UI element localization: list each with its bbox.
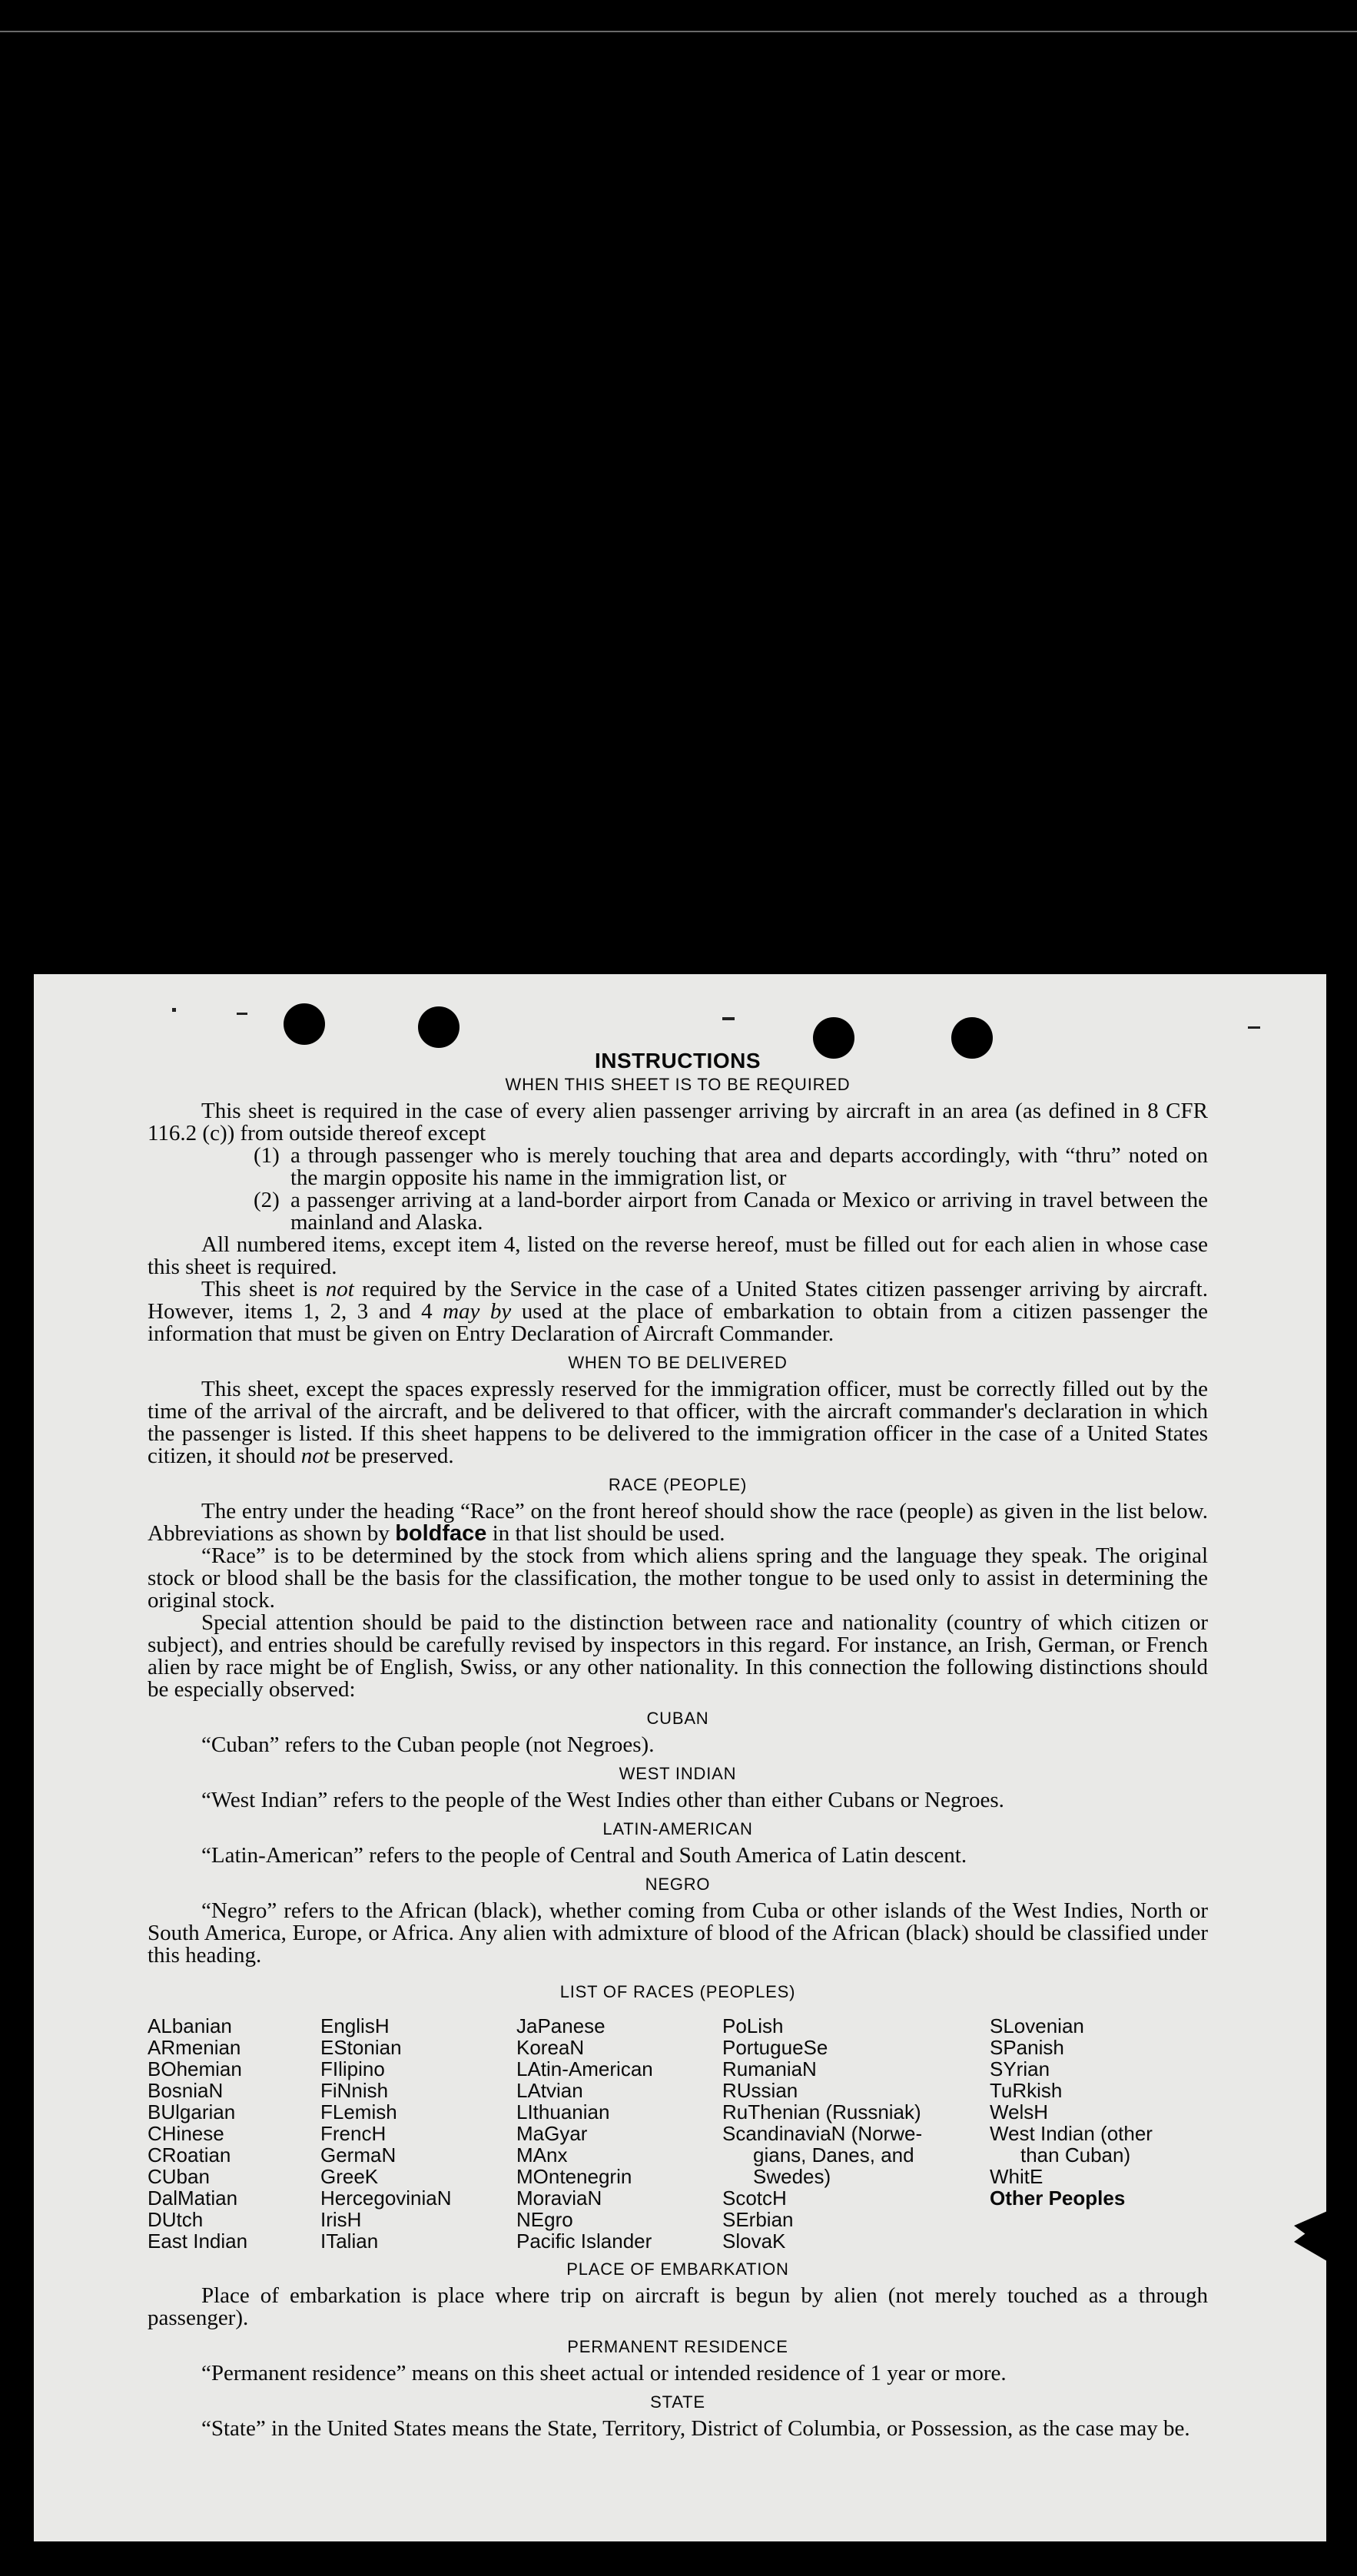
item-number: (2) <box>254 1188 280 1212</box>
paragraph: “State” in the United States means the State, Territory, District of Columbia, or Possession, as the case may be. <box>201 2416 1190 2441</box>
race-entry: IrisH <box>320 2208 362 2231</box>
heading-when-required: WHEN THIS SHEET IS TO BE REQUIRED <box>505 1075 851 1094</box>
punch-hole <box>284 1003 325 1045</box>
races-column <box>990 2015 1208 2252</box>
paragraph: “West Indian” refers to the people of the West Indies other than either Cubans or Negroes. <box>201 1788 1004 1812</box>
scan-top-border <box>0 31 1357 32</box>
heading-when-delivered: WHEN TO BE DELIVERED <box>568 1353 788 1372</box>
races-column <box>148 2015 320 2252</box>
list-item <box>254 1189 1208 1234</box>
race-entry: EStonian <box>320 2036 402 2059</box>
race-entry: Swedes) <box>753 2165 831 2188</box>
heading-negro: NEGRO <box>645 1875 711 1894</box>
race-entry: DUtch <box>148 2208 204 2231</box>
race-entry: FLemish <box>320 2100 397 2123</box>
scan-speck <box>172 1008 176 1012</box>
race-entry: CHinese <box>148 2122 224 2145</box>
race-entry: BUlgarian <box>148 2100 236 2123</box>
heading-latin-american: LATIN-AMERICAN <box>602 1819 753 1838</box>
race-entry: LIthuanian <box>516 2100 610 2123</box>
race-entry: SlovaK <box>722 2230 786 2253</box>
races-column <box>722 2015 990 2252</box>
races-list <box>148 2015 1208 2252</box>
heading-west-indian: WEST INDIAN <box>619 1764 737 1783</box>
text-run: required by the Service in the case of a United States citizen passenger arriving by aircraft. However, items 1, 2, 3 and 4 <box>148 1277 1208 1324</box>
boldface-word: boldface <box>395 1521 487 1546</box>
text-run: This sheet, except the spaces expressly reserved for the immigration officer, must be correctly filled out by the time of the arrival of the aircraft, and be delivered to that officer, with the aircraft commander's declaration in which the passenger is listed. If this sheet happens to be delivered to the immigration officer in the case of a United States citizen, it should <box>148 1377 1208 1468</box>
race-entry: PortugueSe <box>722 2036 828 2059</box>
paragraph <box>148 1500 1208 1545</box>
race-entry: ALbanian <box>148 2014 232 2037</box>
paragraph <box>148 1278 1208 1345</box>
race-entry: than Cuban) <box>1020 2143 1131 2167</box>
race-entry: LAtin-American <box>516 2057 653 2080</box>
race-entry: GermaN <box>320 2143 396 2167</box>
race-entry: Pacific Islander <box>516 2230 652 2253</box>
race-entry: Other Peoples <box>990 2186 1126 2210</box>
heading-place-of-embarkation: PLACE OF EMBARKATION <box>566 2259 789 2279</box>
heading-state: STATE <box>650 2392 705 2412</box>
race-entry: ARmenian <box>148 2036 241 2059</box>
heading-cuban: CUBAN <box>646 1709 709 1728</box>
text-run: in that list should be used. <box>486 1521 725 1546</box>
paragraph: “Race” is to be determined by the stock from which aliens spring and the language they speak. The original stock or blood shall be the basis for the classification, the mother tongue to be used only to assist in determining the original stock. <box>148 1543 1208 1613</box>
race-entry: BosniaN <box>148 2079 224 2102</box>
race-entry: HercegoviniaN <box>320 2186 452 2210</box>
instructions-body <box>148 1049 1208 2440</box>
race-entry: WelsH <box>990 2100 1049 2123</box>
paragraph: “Cuban” refers to the Cuban people (not Negroes). <box>201 1732 655 1757</box>
heading-list-of-races: LIST OF RACES (PEOPLES) <box>559 1982 796 2001</box>
race-entry: TuRkish <box>990 2079 1063 2102</box>
race-entry: SPanish <box>990 2036 1064 2059</box>
heading-permanent-residence: PERMANENT RESIDENCE <box>567 2337 788 2356</box>
race-entry: CRoatian <box>148 2143 231 2167</box>
race-entry: SLovenian <box>990 2014 1084 2037</box>
punch-hole <box>418 1006 460 1048</box>
race-entry: FIlipino <box>320 2057 385 2080</box>
race-entry: PoLish <box>722 2014 784 2037</box>
race-entry: FrencH <box>320 2122 387 2145</box>
heading-race: RACE (PEOPLE) <box>608 1475 748 1494</box>
race-entry: LAtvian <box>516 2079 583 2102</box>
race-entry: MAnx <box>516 2143 568 2167</box>
item-text: a passenger arriving at a land-border airport from Canada or Mexico or arriving in travel between the mainland and Alaska. <box>290 1188 1208 1235</box>
race-entry: East Indian <box>148 2230 248 2253</box>
races-column <box>320 2015 516 2252</box>
page-title: INSTRUCTIONS <box>595 1049 761 1073</box>
race-entry: JaPanese <box>516 2014 606 2037</box>
scan-speck <box>237 1013 247 1015</box>
torn-edge <box>1294 2210 1331 2263</box>
races-column <box>516 2015 722 2252</box>
instruction-sheet <box>34 974 1326 2541</box>
race-entry: RuThenian (Russniak) <box>722 2100 921 2123</box>
emphasis: may by <box>443 1299 512 1324</box>
item-text: a through passenger who is merely touching that area and departs accordingly, with “thru” noted on the margin opposite his name in the immigration list, or <box>290 1143 1208 1190</box>
paragraph: “Negro” refers to the African (black), whether coming from Cuba or other islands of the West Indies, North or South America, Europe, or Africa. Any alien with admixture of blood of the African (black) should be classified under this heading. <box>148 1898 1208 1968</box>
race-entry: CUban <box>148 2165 210 2188</box>
race-entry: KoreaN <box>516 2036 585 2059</box>
paragraph: All numbered items, except item 4, listed on the reverse hereof, must be filled out for each alien in whose case this sheet is required. <box>148 1232 1208 1279</box>
text-run: This sheet is <box>201 1277 326 1301</box>
race-entry: West Indian (other <box>990 2122 1153 2145</box>
race-entry: MaGyar <box>516 2122 588 2145</box>
race-entry: WhitE <box>990 2165 1043 2188</box>
race-entry: SYrian <box>990 2057 1050 2080</box>
race-entry: ScandinaviaN (Norwe- <box>722 2122 923 2145</box>
text-run: used at the place of embarkation to obtain from a citizen passenger the information that must be given on Entry Declaration of Aircraft Commander. <box>148 1299 1209 1346</box>
paragraph: This sheet is required in the case of every alien passenger arriving by aircraft in an area (as defined in 8 CFR 116.2 (c)) from outside thereof except <box>148 1099 1208 1145</box>
text-run: be preserved. <box>329 1444 454 1468</box>
race-entry: ScotcH <box>722 2186 787 2210</box>
race-entry: DalMatian <box>148 2186 238 2210</box>
paragraph: Special attention should be paid to the distinction between race and nationality (country of which citizen or subject), and entries should be carefully revised by inspectors in this regard. For instance, an Irish, German, or French alien by race might be of English, Swiss, or any other nationality. In this connection the following distinctions should be especially observed: <box>148 1610 1208 1702</box>
race-entry: GreeK <box>320 2165 379 2188</box>
paragraph: “Permanent residence” means on this sheet actual or intended residence of 1 year or more. <box>201 2361 1007 2385</box>
race-entry: RumaniaN <box>722 2057 817 2080</box>
race-entry: EnglisH <box>320 2014 390 2037</box>
scan-speck <box>722 1017 735 1020</box>
race-entry: SErbian <box>722 2208 794 2231</box>
scan-speck <box>1248 1026 1260 1029</box>
emphasis: not <box>300 1444 330 1468</box>
item-number: (1) <box>254 1143 280 1168</box>
list-item <box>254 1145 1208 1189</box>
race-entry: MOntenegrin <box>516 2165 632 2188</box>
paragraph <box>148 1378 1208 1467</box>
race-entry: BOhemian <box>148 2057 242 2080</box>
race-entry: ITalian <box>320 2230 379 2253</box>
race-entry: MoraviaN <box>516 2186 602 2210</box>
emphasis: not <box>325 1277 354 1301</box>
race-entry: RUssian <box>722 2079 798 2102</box>
race-entry: NEgro <box>516 2208 573 2231</box>
race-entry: gians, Danes, and <box>753 2143 914 2167</box>
paragraph: Place of embarkation is place where trip on aircraft is begun by alien (not merely touched as a through passenger). <box>148 2283 1208 2330</box>
text-run: The entry under the heading “Race” on the front hereof should show the race (people) as given in the list below. Abbreviations as shown by <box>148 1499 1208 1546</box>
paragraph: “Latin-American” refers to the people of Central and South America of Latin descent. <box>201 1843 967 1868</box>
race-entry: FiNnish <box>320 2079 389 2102</box>
